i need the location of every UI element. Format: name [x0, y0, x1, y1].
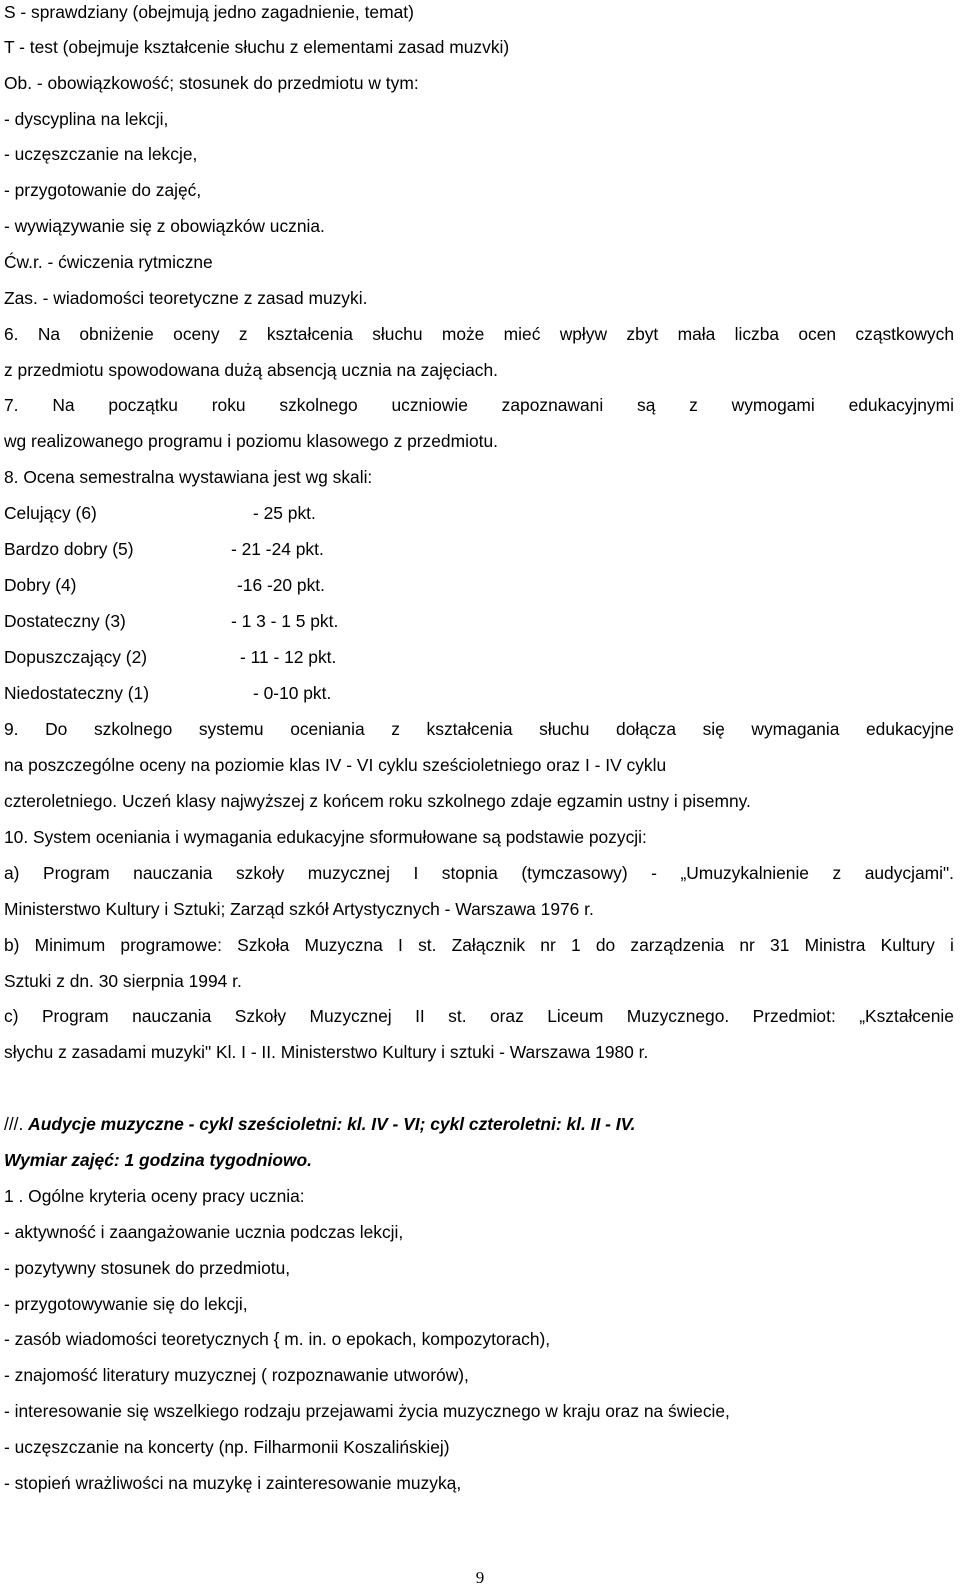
grade-label: Dopuszczający (2): [4, 647, 148, 667]
grade-label: Dobry (4): [4, 575, 77, 595]
grade-label: Dostateczny (3): [4, 611, 126, 631]
paragraph-6-line-1: 6. Na obniżenie oceny z kształcenia słuchu może mieć wpływ zbyt mała liczba ocen cząstkowych: [4, 324, 954, 344]
section-schedule: Wymiar zajęć: 1 godzina tygodniowo.: [4, 1150, 312, 1170]
paragraph-6-line-2: z przedmiotu spowodowana dużą absencją ucznia na zajęciach.: [4, 360, 499, 380]
text-line: Zas. - wiadomości teoretyczne z zasad muzyki.: [4, 288, 368, 308]
grade-range: - 25 pkt.: [253, 503, 316, 523]
source-b-line-2: Sztuki z dn. 30 sierpnia 1994 r.: [4, 971, 242, 991]
text-line: - dyscyplina na lekcji,: [4, 109, 169, 129]
source-c-line-2: słychu z zasadami muzyki" Kl. I - II. Ministerstwo Kultury i sztuki - Warszawa 1980 r.: [4, 1042, 649, 1062]
section-title: Audycje muzyczne - cykl sześcioletni: kl. IV - VI; cykl czteroletni: kl. II - IV.: [28, 1114, 636, 1134]
grade-range: - 0-10 pkt.: [253, 683, 332, 703]
paragraph-10-heading: 10. System oceniania i wymagania edukacyjne sformułowane są podstawie pozycji:: [4, 827, 647, 847]
text-line: - uczęszczanie na lekcje,: [4, 144, 198, 164]
criteria-item: - interesowanie się wszelkiego rodzaju przejawami życia muzycznego w kraju oraz na świecie,: [4, 1401, 730, 1421]
grade-label: Bardzo dobry (5): [4, 539, 134, 559]
text-line: - przygotowanie do zajęć,: [4, 180, 202, 200]
source-a-line-2: Ministerstwo Kultury i Sztuki; Zarząd szkół Artystycznych - Warszawa 1976 r.: [4, 899, 594, 919]
section-heading: [4, 1112, 635, 1136]
paragraph-9-line-2: na poszczególne oceny na poziomie klas IV - VI cyklu sześcioletniego oraz I - IV cyklu: [4, 755, 667, 775]
text-line: - wywiązywanie się z obowiązków ucznia.: [4, 216, 325, 236]
page-number: 9: [475, 1568, 485, 1587]
grade-range: - 11 - 12 pkt.: [240, 647, 337, 667]
text-line: S - sprawdziany (obejmują jedno zagadnienie, temat): [4, 2, 414, 22]
paragraph-9-line-1: 9. Do szkolnego systemu oceniania z kształcenia słuchu dołącza się wymagania edukacyjne: [4, 719, 954, 739]
criteria-heading: 1 . Ogólne kryteria oceny pracy ucznia:: [4, 1186, 305, 1206]
criteria-item: - aktywność i zaangażowanie ucznia podczas lekcji,: [4, 1222, 404, 1242]
criteria-item: - pozytywny stosunek do przedmiotu,: [4, 1258, 291, 1278]
criteria-item: - uczęszczanie na koncerty (np. Filharmonii Koszalińskiej): [4, 1437, 450, 1457]
grade-range: - 21 -24 pkt.: [231, 539, 324, 559]
grade-range: -16 -20 pkt.: [237, 575, 325, 595]
text-line: Ćw.r. - ćwiczenia rytmiczne: [4, 252, 213, 272]
criteria-item: - przygotowywanie się do lekcji,: [4, 1294, 248, 1314]
paragraph-7-line-2: wg realizowanego programu i poziomu klasowego z przedmiotu.: [4, 431, 498, 451]
criteria-item: - znajomość literatury muzycznej ( rozpoznawanie utworów),: [4, 1365, 469, 1385]
grade-label: Celujący (6): [4, 503, 97, 523]
criteria-item: - stopień wrażliwości na muzykę i zainteresowanie muzyką,: [4, 1473, 462, 1493]
grade-range: - 1 3 - 1 5 pkt.: [231, 611, 339, 631]
source-a-line-1: a) Program nauczania szkoły muzycznej I stopnia (tymczasowy) - „Umuzykalnienie z audycjami".: [4, 863, 954, 883]
source-c-line-1: c) Program nauczania Szkoły Muzycznej II st. oraz Liceum Muzycznego. Przedmiot: „Kształcenie: [4, 1006, 954, 1026]
grade-label: Niedostateczny (1): [4, 683, 149, 703]
paragraph-8-heading: 8. Ocena semestralna wystawiana jest wg skali:: [4, 467, 373, 487]
source-b-line-1: b) Minimum programowe: Szkoła Muzyczna I st. Załącznik nr 1 do zarządzenia nr 31 Ministra Kultury i: [4, 935, 954, 955]
paragraph-7-line-1: 7. Na początku roku szkolnego uczniowie zapoznawani są z wymogami edukacyjnymi: [4, 395, 954, 415]
text-line: T - test (obejmuje kształcenie słuchu z elementami zasad muzvki): [4, 37, 510, 57]
section-number: ///.: [4, 1114, 29, 1134]
criteria-item: - zasób wiadomości teoretycznych { m. in. o epokach, kompozytorach),: [4, 1329, 551, 1349]
paragraph-9-line-3: czteroletniego. Uczeń klasy najwyższej z końcem roku szkolnego zdaje egzamin ustny i pisemny.: [4, 791, 751, 811]
text-line: Ob. - obowiązkowość; stosunek do przedmiotu w tym:: [4, 73, 419, 93]
